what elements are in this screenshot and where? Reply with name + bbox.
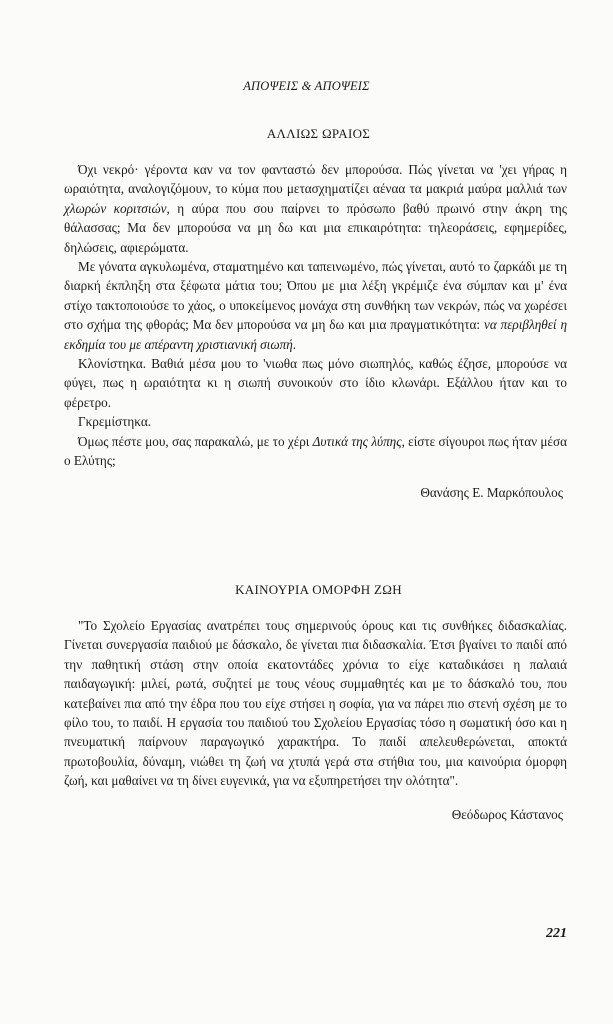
paragraph: Με γόνατα αγκυλωμένα, σταματημένο και ταπεινωμένο, πώς γίνεται, αυτό το ζαρκάδι με τη διαρκή έκπληξη στα ξέφωτα μάτια του; Όπου με μια λέξη γκρέμιζε ένα σύμπαν και μ' ένα στίχο τακτοποιούσε το χάος, ο υποκείμενος μονάχα στη συνθήκη των νεκρών, πώς να χωρέσει στο σχήμα της φθοράς; Μα δεν μπορούσα να μη δω και μια πραγματικότητα: να περιβληθεί η εκδημία του με απέραντη χριστιανική σιωπή. [64, 259, 567, 352]
paragraph: Κλονίστηκα. Βαθιά μέσα μου το 'νιωθα πως μόνο σιωπηλός, καθώς έζησε, μπορούσε να φύγει, πως η ωραιότητα κι η σιωπή συνοικούν στο ίδιο κλωνάρι. Εξάλλου ήταν και το φέρετρο. [64, 356, 567, 410]
paragraph: Γκρεμίστηκα. [78, 414, 152, 430]
paragraph: Όχι νεκρό· γέροντα καν να τον φανταστώ δεν μπορούσα. Πώς γίνεται να 'χει γήρας η ωραιότητα, αναλογιζόμουν, το κύμα που μετασχηματίζει αέναα τα μακριά μαύρα μαλλιά των χλωρών κοριτσιών, η αύρα που σου παίρνει το πρόσωπο βαθύ πρωινό στην άκρη της θάλασσας; Μα δεν μπορούσα να μη δω και μια επικαιρότητα: τηλεοράσεις, εφημερίδες, δηλώσεις, αφιερώματα. [64, 162, 567, 255]
paragraph: Όμως πέστε μου, σας παρακαλώ, με το χέρι Δυτικά της λύπης, είστε σίγουροι πως ήταν μέσα ο Ελύτης; [64, 433, 567, 469]
running-header: ΑΠΟΨΕΙΣ & ΑΠΟΨΕΙΣ [243, 79, 370, 93]
author-signature: Θεόδωρος Κάστανος [451, 806, 563, 822]
article-body [64, 160, 567, 471]
article-kainouria-omorfi-zoi [64, 582, 567, 823]
author-signature: Θανάσης Ε. Μαρκόπουλος [420, 484, 563, 500]
article-body [64, 616, 567, 791]
italic-book-title: Δυτικά της λύπης [312, 433, 402, 449]
paragraph: "Το Σχολείο Εργασίας ανατρέπει τους σημερινούς όρους και τις συνθήκες διδασκαλίας. Γίνεται συνεργασία παιδιού με δάσκαλο, δε γίνεται πια διδασκαλία. Έτσι βγαίνει το παιδί από την παθητική στάση στην οποία εκατοντάδες χρόνια το είχε καταδικάσει η παλαιά παιδαγωγική: μιλεί, ρωτά, συζητεί με τους νέους συμμαθητές και με το δάσκαλό του, που κατεβαίνει πια από την έδρα που του είχε στήσει η σοφία, για να πάρει πιο στενή σχέση με το φίλο του, το παιδί. Η εργασία του παιδιού του Σχολείου Εργασίας τόσο η σωματική όσο και η πνευματική παίρνουν παραγωγικό χαρακτήρα. Το παιδί απελευθερώνεται, αποκτά πρωτοβουλία, δύναμη, νιώθει τη ζωή να χτυπά γερά στα στήθια του, μια καινούρια όμορφη ζωή, και μαθαίνει να τη δίνει ευγενικά, για να εξυπηρετήσει την ολότητα". [64, 618, 567, 789]
article-title: ΑΛΛΙΩΣ ΩΡΑΙΟΣ [266, 126, 371, 141]
page-number: 221 [546, 926, 567, 941]
article-title: ΚΑΙΝΟΥΡΙΑ ΟΜΟΡΦΗ ΖΩΗ [235, 582, 402, 597]
article-allios-oraios [64, 126, 567, 501]
italic-phrase: χλωρών κοριτσιών [64, 200, 167, 216]
italic-phrase: να περιβληθεί η εκδημία του με απέραντη χριστιανική σιωπή [64, 317, 567, 352]
